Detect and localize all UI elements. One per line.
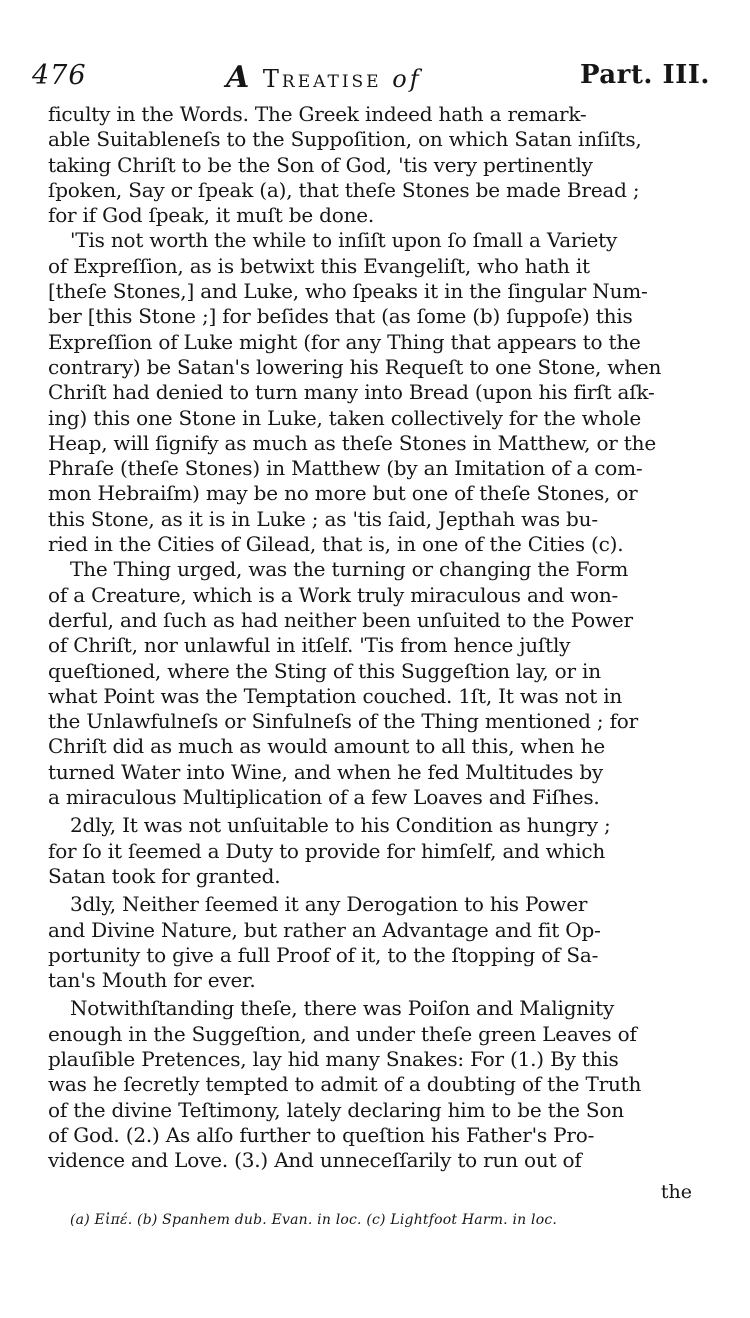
text-line: for ſo it ſeemed a Duty to provide for himſelf, and which bbox=[48, 838, 606, 863]
body-text bbox=[48, 102, 698, 1173]
text-line: 3dly, Neither ſeemed it any Derogation to his Power bbox=[70, 892, 588, 917]
text-line: The Thing urged, was the turning or changing the Form bbox=[70, 557, 629, 582]
text-line: the Unlawfulneſs or Sinfulneſs of the Thing mentioned ; for bbox=[48, 709, 638, 734]
catchword: the bbox=[660, 1181, 692, 1203]
text-line: was he ſecretly tempted to admit of a doubting of the Truth bbox=[48, 1072, 642, 1097]
text-line: of God. (2.) As alſo further to queſtion his Father's Pro- bbox=[48, 1122, 595, 1147]
text-line: Satan took for granted. bbox=[48, 863, 281, 888]
text-line: ficulty in the Words. The Greek indeed hath a remark- bbox=[48, 102, 587, 126]
text-line: ing) this one Stone in Luke, taken collectively for the whole bbox=[48, 405, 642, 430]
text-line: mon Hebraiſm) may be no more but one of theſe Stones, or bbox=[48, 481, 638, 506]
text-line: vidence and Love. (3.) And unneceſſarily to run out of bbox=[48, 1148, 582, 1173]
text-line: tan's Mouth for ever. bbox=[48, 968, 256, 993]
text-line: plauſible Pretences, lay hid many Snakes: For (1.) By this bbox=[48, 1046, 619, 1071]
part-label: Part. III. bbox=[579, 60, 710, 90]
text-line: for if God ſpeak, it muſt be done. bbox=[48, 203, 375, 228]
text-line: what Point was the Temptation couched. 1ſt, It was not in bbox=[48, 683, 623, 708]
text-line: Notwithſtanding theſe, there was Poiſon and Malignity bbox=[70, 996, 615, 1021]
text-line: 'Tis not worth the while to inſiſt upon ſo ſmall a Variety bbox=[70, 228, 618, 253]
text-line: ber [this Stone ;] for beſides that (as ſome (b) ſuppoſe) this bbox=[48, 304, 633, 329]
text-line: enough in the Suggeſtion, and under theſe green Leaves of bbox=[48, 1021, 637, 1046]
page-number: 476 bbox=[32, 60, 87, 91]
running-title bbox=[226, 60, 422, 95]
text-line: turned Water into Wine, and when he fed Multitudes by bbox=[48, 759, 604, 784]
text-line: able Suitableneſs to the Suppoſition, on which Satan inſiſts, bbox=[48, 127, 642, 152]
text-line: derful, and ſuch as had neither been unſuited to the Power bbox=[48, 607, 633, 632]
text-line: a miraculous Multiplication of a few Loaves and Fiſhes. bbox=[48, 785, 600, 810]
text-line: 2dly, It was not unſuitable to his Condition as hungry ; bbox=[70, 813, 611, 838]
text-line: Chriſt did as much as would amount to all this, when he bbox=[48, 734, 605, 759]
running-title-word: Treatise bbox=[262, 65, 382, 93]
text-line: this Stone, as it is in Luke ; as 'tis ſaid, Jepthah was bu- bbox=[48, 506, 598, 531]
running-head bbox=[30, 60, 712, 98]
text-line: ſpoken, Say or ſpeak (a), that theſe Stones be made Bread ; bbox=[48, 177, 640, 202]
text-line: taking Chriſt to be the Son of God, 'tis very pertinently bbox=[48, 152, 593, 177]
text-line: portunity to give a full Proof of it, to the ſtopping of Sa- bbox=[48, 942, 599, 967]
text-line: contrary) be Satan's lowering his Requeſt to one Stone, when bbox=[48, 354, 662, 379]
text-line: queſtioned, where the Sting of this Suggeſtion lay, or in bbox=[48, 658, 601, 683]
text-line: Chriſt had denied to turn many into Bread (upon his firſt aſk- bbox=[48, 380, 655, 405]
running-title-initial: A bbox=[226, 60, 253, 95]
text-line: Expreſſion of Luke might (for any Thing that appears to the bbox=[48, 329, 641, 354]
text-line: [theſe Stones,] and Luke, who ſpeaks it in the ſingular Num- bbox=[48, 279, 648, 304]
footnotes: (a) Εἰπέ. (b) Spanhem dub. Evan. in loc. (c) Lightfoot Harm. in loc. bbox=[70, 1212, 558, 1228]
text-line: and Divine Nature, but rather an Advantage and fit Op- bbox=[48, 917, 601, 942]
text-line: of a Creature, which is a Work truly miraculous and won- bbox=[48, 582, 619, 607]
text-line: of Expreſſion, as is betwixt this Evangeliſt, who hath it bbox=[48, 253, 590, 278]
running-title-tail: of bbox=[392, 65, 422, 93]
text-line: Heap, will ſignify as much as theſe Stones in Matthew, or the bbox=[48, 430, 656, 455]
text-line: of Chriſt, nor unlawful in itſelf. 'Tis from hence juſtly bbox=[48, 633, 571, 658]
text-line: ried in the Cities of Gilead, that is, in one of the Cities (c). bbox=[48, 532, 624, 557]
text-line: Phraſe (theſe Stones) in Matthew (by an Imitation of a com- bbox=[48, 456, 643, 481]
text-line: of the divine Teſtimony, lately declaring him to be the Son bbox=[48, 1097, 624, 1122]
